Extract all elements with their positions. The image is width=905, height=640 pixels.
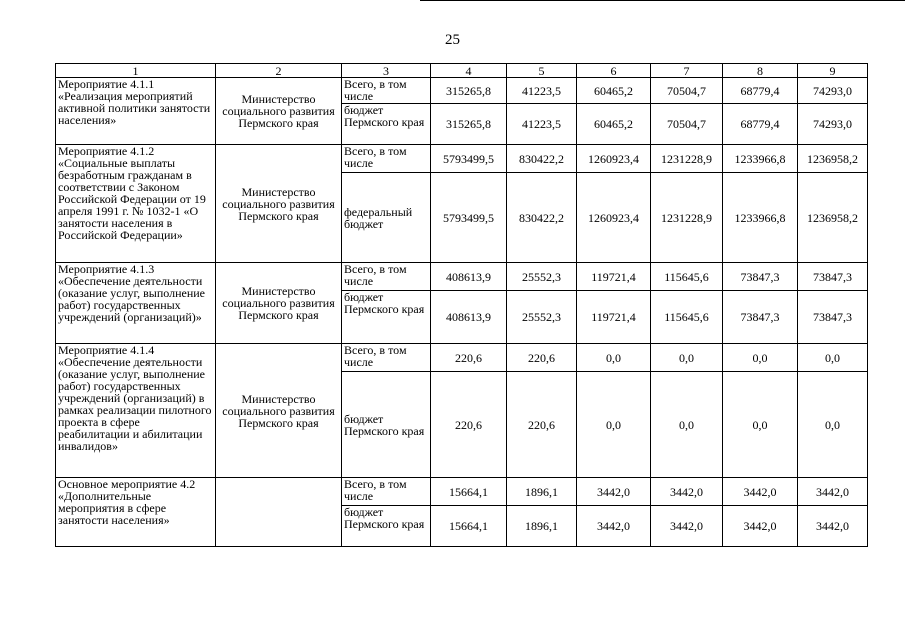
value-cell: 73847,3 bbox=[798, 263, 868, 291]
value-cell: 3442,0 bbox=[651, 506, 723, 547]
value-cell: 0,0 bbox=[723, 372, 798, 478]
value-cell: 115645,6 bbox=[651, 291, 723, 344]
value-cell: 25552,3 bbox=[507, 291, 577, 344]
value-cell: 0,0 bbox=[577, 372, 651, 478]
value-cell: 220,6 bbox=[507, 344, 577, 372]
value-cell: 1896,1 bbox=[507, 478, 577, 506]
page-number: 25 bbox=[445, 32, 460, 48]
value-cell: 220,6 bbox=[431, 344, 507, 372]
header-row bbox=[56, 64, 868, 78]
column-header: 3 bbox=[342, 64, 431, 78]
source-cell: бюджет Пермского края bbox=[342, 104, 431, 145]
table-row bbox=[56, 145, 868, 173]
column-header: 5 bbox=[507, 64, 577, 78]
value-cell: 70504,7 bbox=[651, 104, 723, 145]
value-cell: 1236958,2 bbox=[798, 173, 868, 263]
executor-cell bbox=[216, 478, 342, 547]
value-cell: 0,0 bbox=[651, 372, 723, 478]
value-cell: 830422,2 bbox=[507, 173, 577, 263]
value-cell: 3442,0 bbox=[798, 478, 868, 506]
executor-cell: Министерство социального развития Пермского края bbox=[216, 344, 342, 478]
value-cell: 830422,2 bbox=[507, 145, 577, 173]
table-row bbox=[56, 78, 868, 104]
value-cell: 1236958,2 bbox=[798, 145, 868, 173]
source-cell: Всего, в том числе bbox=[342, 263, 431, 291]
value-cell: 1233966,8 bbox=[723, 173, 798, 263]
value-cell: 220,6 bbox=[507, 372, 577, 478]
source-cell: бюджет Пермского края bbox=[342, 506, 431, 547]
value-cell: 3442,0 bbox=[577, 478, 651, 506]
value-cell: 1260923,4 bbox=[577, 173, 651, 263]
value-cell: 15664,1 bbox=[431, 506, 507, 547]
value-cell: 5793499,5 bbox=[431, 145, 507, 173]
source-cell: бюджет Пермского края bbox=[342, 372, 431, 478]
table-row bbox=[56, 263, 868, 291]
value-cell: 0,0 bbox=[651, 344, 723, 372]
value-cell: 73847,3 bbox=[723, 291, 798, 344]
value-cell: 73847,3 bbox=[723, 263, 798, 291]
value-cell: 3442,0 bbox=[798, 506, 868, 547]
value-cell: 0,0 bbox=[577, 344, 651, 372]
top-rule bbox=[420, 0, 905, 1]
value-cell: 41223,5 bbox=[507, 78, 577, 104]
event-cell: Мероприятие 4.1.2 «Социальные выплаты безработным гражданам в соответствии с Законом Российской Федерации от 19 апреля 1991 г. № 1032-1 «О занятости населения в Российской Федерации» bbox=[56, 145, 216, 263]
value-cell: 70504,7 bbox=[651, 78, 723, 104]
value-cell: 60465,2 bbox=[577, 104, 651, 145]
column-header: 8 bbox=[723, 64, 798, 78]
value-cell: 74293,0 bbox=[798, 104, 868, 145]
budget-table bbox=[55, 63, 868, 547]
value-cell: 220,6 bbox=[431, 372, 507, 478]
source-cell: Всего, в том числе bbox=[342, 78, 431, 104]
executor-cell: Министерство социального развития Пермского края bbox=[216, 145, 342, 263]
value-cell: 3442,0 bbox=[723, 506, 798, 547]
value-cell: 73847,3 bbox=[798, 291, 868, 344]
value-cell: 1260923,4 bbox=[577, 145, 651, 173]
event-cell: Мероприятие 4.1.4 «Обеспечение деятельности (оказание услуг, выполнение работ) государственных учреждений (организаций) в рамках реализации пилотного проекта в сфере реабилитации и абилитации инвалидов» bbox=[56, 344, 216, 478]
value-cell: 1896,1 bbox=[507, 506, 577, 547]
value-cell: 25552,3 bbox=[507, 263, 577, 291]
value-cell: 315265,8 bbox=[431, 78, 507, 104]
column-header: 4 bbox=[431, 64, 507, 78]
value-cell: 60465,2 bbox=[577, 78, 651, 104]
value-cell: 3442,0 bbox=[651, 478, 723, 506]
value-cell: 3442,0 bbox=[577, 506, 651, 547]
value-cell: 68779,4 bbox=[723, 104, 798, 145]
table-row bbox=[56, 478, 868, 506]
executor-cell: Министерство социального развития Пермского края bbox=[216, 78, 342, 145]
column-header: 1 bbox=[56, 64, 216, 78]
value-cell: 68779,4 bbox=[723, 78, 798, 104]
source-cell: Всего, в том числе bbox=[342, 145, 431, 173]
value-cell: 0,0 bbox=[798, 372, 868, 478]
column-header: 6 bbox=[577, 64, 651, 78]
source-cell: Всего, в том числе bbox=[342, 344, 431, 372]
column-header: 7 bbox=[651, 64, 723, 78]
value-cell: 0,0 bbox=[798, 344, 868, 372]
table-row bbox=[56, 344, 868, 372]
executor-cell: Министерство социального развития Пермского края bbox=[216, 263, 342, 344]
source-cell: бюджет Пермского края bbox=[342, 291, 431, 344]
event-cell: Основное мероприятие 4.2 «Дополнительные мероприятия в сфере занятости населения» bbox=[56, 478, 216, 547]
value-cell: 1231228,9 bbox=[651, 173, 723, 263]
source-cell: федеральный бюджет bbox=[342, 173, 431, 263]
value-cell: 0,0 bbox=[723, 344, 798, 372]
column-header: 9 bbox=[798, 64, 868, 78]
value-cell: 408613,9 bbox=[431, 263, 507, 291]
value-cell: 74293,0 bbox=[798, 78, 868, 104]
value-cell: 15664,1 bbox=[431, 478, 507, 506]
value-cell: 3442,0 bbox=[723, 478, 798, 506]
value-cell: 1233966,8 bbox=[723, 145, 798, 173]
source-cell: Всего, в том числе bbox=[342, 478, 431, 506]
value-cell: 119721,4 bbox=[577, 263, 651, 291]
value-cell: 5793499,5 bbox=[431, 173, 507, 263]
value-cell: 119721,4 bbox=[577, 291, 651, 344]
value-cell: 41223,5 bbox=[507, 104, 577, 145]
event-cell: Мероприятие 4.1.3 «Обеспечение деятельности (оказание услуг, выполнение работ) государственных учреждений (организаций)» bbox=[56, 263, 216, 344]
column-header: 2 bbox=[216, 64, 342, 78]
value-cell: 115645,6 bbox=[651, 263, 723, 291]
value-cell: 315265,8 bbox=[431, 104, 507, 145]
event-cell: Мероприятие 4.1.1 «Реализация мероприятий активной политики занятости населения» bbox=[56, 78, 216, 145]
value-cell: 408613,9 bbox=[431, 291, 507, 344]
value-cell: 1231228,9 bbox=[651, 145, 723, 173]
